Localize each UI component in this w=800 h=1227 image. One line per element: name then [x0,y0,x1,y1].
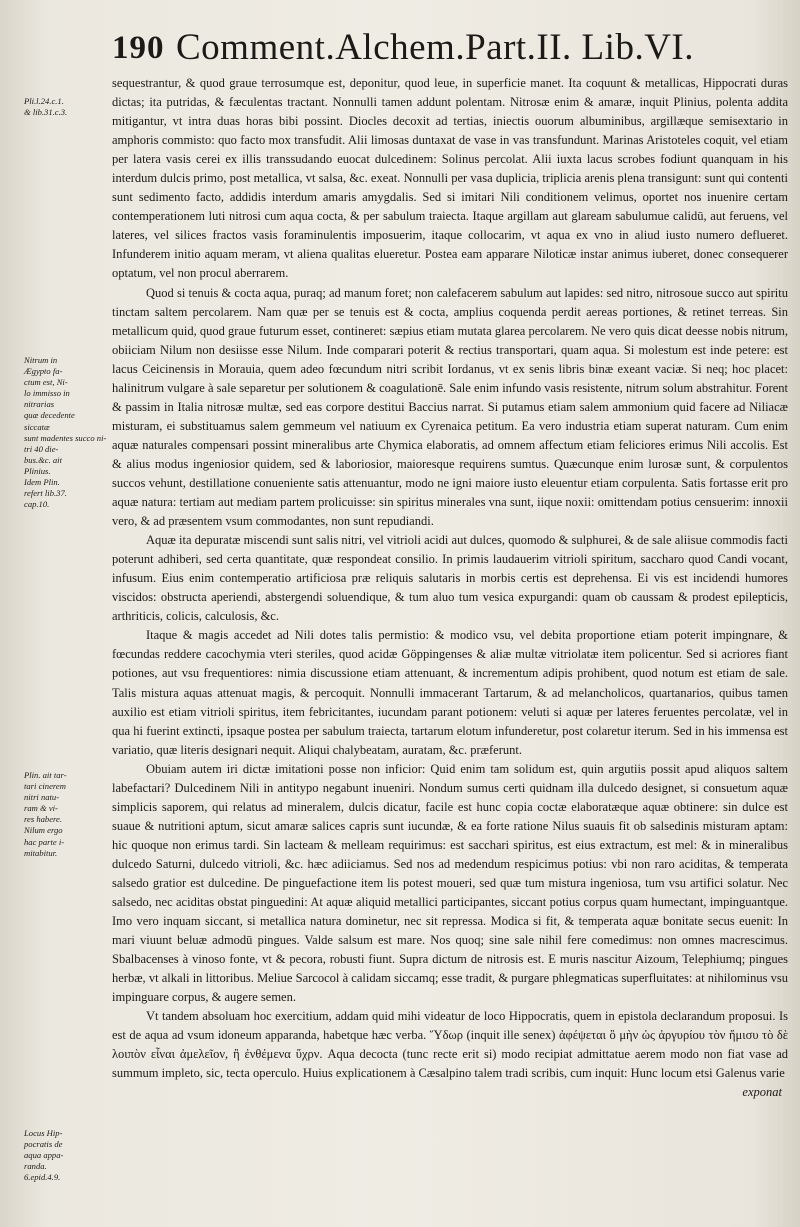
margin-note-line: ctum est, Ni- [24,377,68,388]
catchword: exponat [742,1085,782,1100]
margin-note-line: bus.&c. ait [24,454,62,465]
margin-note-line: tri 40 die- [24,443,59,454]
margin-note-line: tari cinerem [24,781,66,792]
paragraph: Itaque & magis accedet ad Nili dotes talis permistio: & modico vsu, vel debita proportione etiam poterit impingnare, & fœcundas reddere cacochymia vteri steriles, quod acidæ Göppingenses & aliæ multæ vitriolatæ item policentur. Sed si acriores fiant potiones, aut vsu frequentiores: nimia discussione etiam attenuant, & incrementum adipis prohibent, quod notum est etiam de sale. Talis mistura aquas attenuat magis, & percoquit. Nonnulli immacerant Tartarum, & ad melancholicos, quartanarios, quibus tamen auxilio est etiam vitrioli spiritus, item febricitantes, iucundam parant potionem: veluti si aquæ per lateres feruentes percolatæ, vel in qua hi fuerint extincti, ipsaque postea per sabulum traiecta, tartarum elotum infunderetur, post colaretur iterum. Sed in his immensa est variatio, quæ literis designari nequit. Aliqui chalybeatam, auratam, &c. præferunt. [112,628,788,757]
margin-note [24,1128,108,1183]
page-header [112,22,792,70]
margin-note-line: hac parte i- [24,836,65,847]
paragraph: Quod si tenuis & cocta aqua, puraq; ad manum foret; non calefacerem sabulum aut lapides: sed nitro, nitrosoue succo aut spiritu tinctam saltem percolarem. Nam quæ per se tenuis est & cocta, amplius coquenda perdit aereas portiones, & retinet terreas. Sin metallicum quid, quod graue futurum esset, contineret: sæpius etiam mutata glarea percolarem. Ne vero quis dicat deesse nobis nitrum, obiiciam Nilum non desiisse esse Nilum. Inde comparari poterit & rectius transportari, quam aqua. Si molestum est inde petere: est lacus Ceicinensis in Morauia, quem adeo fœcundum nitri scribit Iordanus, vt ex senis libris binæ exeant vaciæ. Si neq; hoc placet: halinitrum vulgare à sale separetur per solutionem & coagulationē. Sale enim infundo vasis resistente, nitrum solum abstrahitur. Forent & passim in Italia nitrosæ multæ, sed eas corpore destitui Baccius narrat. Si putamus etiam salem ammonium quid facere ad Niliacæ misturam, ei substituamus salem gemmeum vel natiuum ex Cyrenaica petitum. Ea vero industria etiam superat naturam. Cum enim aquæ naturales compensari possint mineralibus arte Chymica elaboratis, ad omnem affectum etiam feliciores erimus Nili accolis. Est & alius modus ingeniosior quidem, sed & laboriosior, maioresque requirens sumtus. Quæcunque enim lurosæ sunt, & corpulentos succos vehunt, destillatione conueniente satis attenuantur, modo ne igni maiore iusto eleuentur etiam corpulenta. Satis fortasse erit pro aquæ natura: tertiam aut mediam partem prolicuisse: sin spiritus minerales vna sunt, iique noxii: omittendam potius censuerim: innoxii vero, & ad præsentem vsum commodantes, non sunt repudiandi. [112,285,788,529]
page-number: 190 [112,30,165,66]
margin-note [24,770,108,859]
margin-note-line: mitabitur. [24,847,58,858]
running-head: Comment.Alchem.Part.II. Lib.VI. [176,27,694,68]
margin-note-line: Locus Hip- [24,1128,63,1138]
margin-note-line: ram & vi- [24,803,58,814]
margin-note-line: nitrarias [24,399,55,410]
margin-note-line: Plin. ait tar- [24,770,67,780]
paragraph: Obuiam autem iri dictæ imitationi posse non inficior: Quid enim tam solidum est, quin argutiis possit apud aliquos saltem labefactari? Dulcedinem Nili in antitypo negabunt inueniri. Nondum sumus certi quidnam illa dulcedo designet, si consuetum aquæ simplicis saporem, qui relatus ad mineralem, dulcis dicatur, facile est hunc copia coctæ elaboratæque aquæ obtinere: sin dulce est suaue & nutritioni aptum, sicut amaræ salices capris sunt iucundæ, & ea forte ratione Nilus suauis fit ob salsedinis misturam aptam: hic quoque non erimus tardi. Sin lacteam & melleam requirimus: est sacchari spiritus, est eius extractum, est mel: & in mineralibus dulcedo Saturni, dulcedo vitrioli, &c. hæc adiiciamus. Sed nos ad medendum respicimus potius: vbi non raro aciditas, & temperata salsedo gratior est dulcedine. De pinguefactione item lis potest moueri, sed quæ tum mistura ingeniosa, tum vsu artifici solatur. Nec salsedo, nec aciditas obstat pinguedini: At aquæ aliquid metallici participantes, siccant potius corpus quam humectant, impinguantque. Imo vero inquam siccant, si metallica natura dominetur, nec sit repressa. Modica si fit, & temperata aquæ bonitate secus euenit: In mari viuunt beluæ admodū pingues. Valde salsum est mare. Nos quoq; sine sale nihil fere comedimus: non omnes macrescimus. Sbalbacenses à vinoso fonte, vt & pecora, robusti fiunt. Supra dictum de nitrosis est. E muris nascitur Aizoum, Telephiumq; pingues herbæ, vt alkali in littoribus. Meliue Sarcocol à calidam siccamq; esse tradit, & purgare phlegmaticas superfluitates: at nihilominus vsu impinguare corpus, & augere semen. [112,761,788,1005]
paragraph: sequestrantur, & quod graue terrosumque est, deponitur, quod leue, in superficie manet. Ita coquunt & metallicas, Hippocrati duras dictas; ita putridas, & fæculentas tractant. Nonnulli tamen addunt polentam. Nitrosæ enim & amaræ, inquit Plinius, polenta addita mitigantur, vt intra duas horas bibi possint. Diocles decoxit ad tertias, iniectis ouorum albuminibus, argillæque semisextario in amphoris commisto: quo facto mox transfudit. Alii limosas duntaxat de vase in vas transfundunt. Marinas Aristoteles coquit, vel etiam per latera vasis cerei ex illis transsudando euocat dulcedinem: Solinus percolat. Alii iuxta lacus scrobes fodiunt quanquam in his interdum dulcis primo, post metallica, vt salsa, &c. exeat. Nonnulli per vasa duplicia, triplicia arenis plena transigunt: sunt qui contenti sunt sedimento facto, addidis interdum amaris amygdalis. Sed si imitari Nili conditionem velimus, oportet nos inuenire certam contemperationem luti nitrosi cum aqua cocta, & per sabulum traiecta. Itaque argillam aut glaream sabulumue calidū, aut feruens, vel lateres, vel silices fractos vasis foraminulentis imposuerim, itaque collocarim, vt aqua ex vno in aliud iusto numero deflueret. Infunderem initio aquam meram, vt aliena qualitas elueretur. Postea eam apparare Niloticæ instar animus iuberet, donec consequerer optatum, vel non procul aberrarem. [112,76,788,281]
margin-note-line: Nitrum in [24,355,58,365]
margin-note-line: res habere. [24,814,63,825]
margin-note-line: nitri natu- [24,792,60,803]
margin-note-line: siccatæ [24,421,50,432]
margin-note-line: aqua appa- [24,1150,64,1161]
margin-note-line: randa. [24,1161,47,1172]
margin-note-line: Nilum ergo [24,825,63,836]
margin-note-line: refert lib.37. [24,488,67,499]
margin-note [24,96,108,118]
margin-note-line: Idem Plin. [24,477,60,488]
margin-note-line: cap.10. [24,499,50,510]
margin-note-line: quæ decedente [24,410,75,421]
margin-note-line: & lib.31.c.3. [24,107,68,118]
margin-note-line: Plinius. [24,465,51,476]
body-text [112,74,788,1103]
margin-note-line: lo immisso in [24,388,70,399]
margin-note-line: pocratis de [24,1139,63,1150]
margin-note [24,355,108,510]
margin-note-line: Ægypto fa- [24,366,63,377]
paragraph: Aquæ ita depuratæ miscendi sunt salis nitri, vel vitrioli acidi aut dulces, quomodo & sulphurei, & de sale aliisue commodis facti poterunt adhiberi, sed certa quantitate, quæ respondeat consilio. In primis laudauerim vitrioli spiritum, saccharo quod Candi vocant, infusum. Eius enim contemperatio artificiosa præ reliquis salutaris in morbis certis est deprehensa. Ei vis est incidendi humores viscidos: obstructa aperiendi, abstergendi soluendique, & tum aluo tum vesica expurgandi: quam ob caussam & prodest epilepticis, arthriticis, colicis, calculosis, &c. [112,533,788,624]
margin-note-line: 6.epid.4.9. [24,1172,61,1183]
margin-note-line: Pli.l.24.c.1. [24,96,64,106]
margin-note-line: sunt madentes succo ni- [24,432,107,443]
paragraph: Vt tandem absoluam hoc exercitium, addam quid mihi videatur de loco Hippocratis, quem in epistola declarandum proposui. Is est de aqua ad vsum idoneum apparanda, habetque hæc verba. Ὕδωρ (inquit ille senex) ἀφέψεται ὃ μὴν ὡς ἀργυρίου τὸν ἥμισυ τὸ δὲ λοιπὸν εἶναι ἀμελεῖον, ἢ ἐνθέμενα ὕχρν. Aqua decocta (tunc recte erit si) modo recipiat admittatue aerem modo non fiat vase ad summum impleto, sic, tecta operculo. Huius explicationem à Cæsalpino talem tradi scribis, cum inquit: Hunc locum etsi Galenus varie [112,1009,788,1081]
